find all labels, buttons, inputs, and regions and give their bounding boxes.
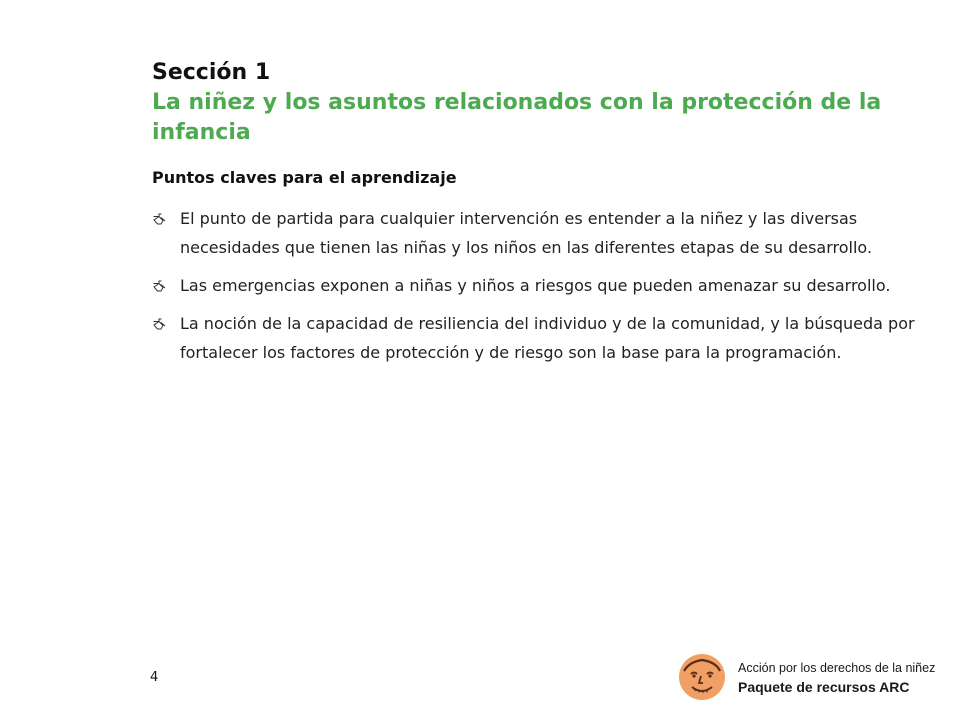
key-points-list [152, 204, 922, 376]
hand-pointing-icon [152, 316, 167, 331]
smiling-face-logo [677, 652, 727, 702]
list-item-text: El punto de partida para cualquier intervención es entender a la niñez y las diversas necesidades que tienen las niñas y los niños en las diferentes etapas de su desarrollo. [180, 209, 873, 257]
section-title [152, 58, 932, 148]
list-item-text: La noción de la capacidad de resiliencia del individuo y de la comunidad, y la búsqueda por fortalecer los factores de protección y de riesgo son la base para la programación. [180, 314, 915, 362]
list-item [152, 309, 922, 367]
list-item [152, 204, 922, 262]
list-item-text: Las emergencias exponen a niñas y niños a riesgos que pueden amenazar su desarrollo. [180, 276, 891, 295]
section-number: Sección 1 [152, 60, 271, 85]
list-item [152, 271, 922, 300]
page-number: 4 [150, 670, 159, 685]
footer-brand [738, 660, 953, 697]
key-points-heading: Puntos claves para el aprendizaje [152, 168, 457, 187]
footer-tagline: Acción por los derechos de la niñez [738, 661, 936, 675]
footer-title: Paquete de recursos ARC [738, 679, 910, 695]
section-subtitle: La niñez y los asuntos relacionados con la protección de la infancia [152, 90, 882, 145]
hand-pointing-icon [152, 278, 167, 293]
hand-pointing-icon [152, 211, 167, 226]
